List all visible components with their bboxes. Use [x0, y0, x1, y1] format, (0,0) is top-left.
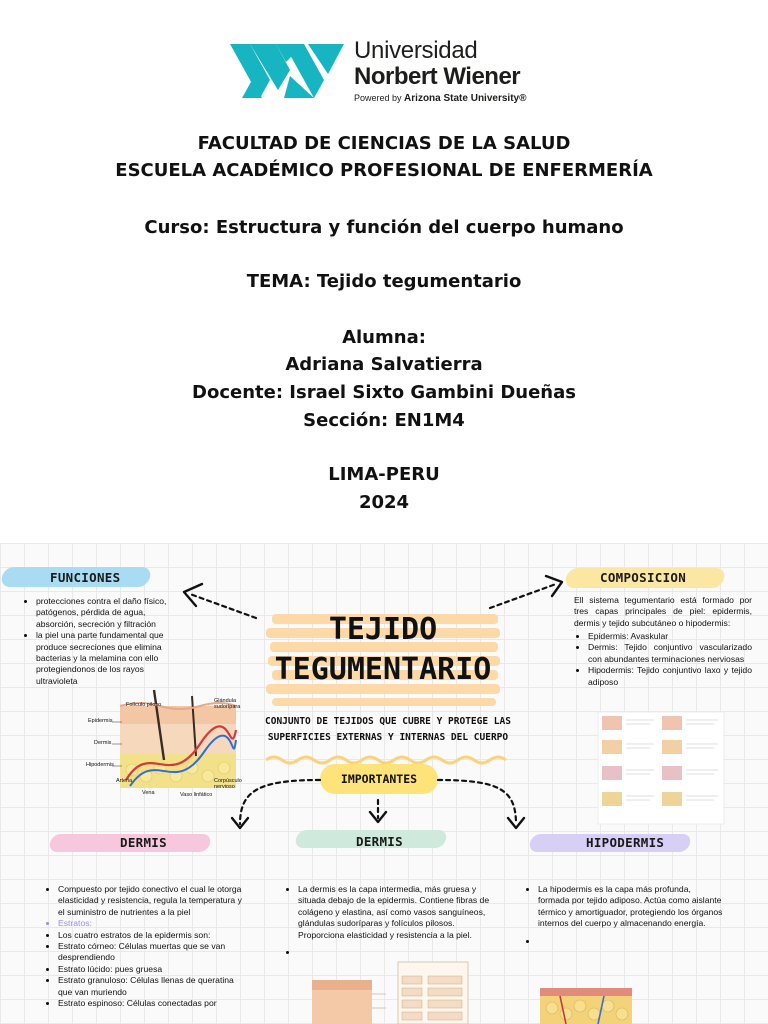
dermis-center-item-1: • La dermis es la capa intermedia, más gruesa y situada debajo de la epidermis. Contiene fibras de colágeno y elastina, así como vasos sanguíneos, glándulas sudoríparas y folículos pilosos. Proporciona elasticidad y resistencia a la piel. — [298, 884, 492, 941]
logo-line-universidad: Universidad — [354, 37, 478, 64]
composicion-item-3: • Hipodermis: Tejido conjuntivo laxo y tejido adiposo — [588, 665, 752, 688]
hipodermis-item-1: • La hipodermis es la capa más profunda, formada por tejido adiposo. Actúa como aislante térmico y amortiguador, protegiendo los órganos internos del cuerpo y almacenando energía. — [538, 884, 724, 930]
skin-label-hipodermis: Hipodermis — [86, 762, 114, 768]
dermis-left-item-5: • Estrato lúcido: pues gruesa — [58, 964, 250, 975]
school-line: ESCUELA ACADÉMICO PROFESIONAL DE ENFERMERÍA — [115, 160, 653, 181]
composicion-intro: Ell sistema tegumentario está formado por tres capas principales de piel: epidermis, dermis y tejido subcutáneo o hipodermis: — [574, 595, 752, 628]
course-line: Curso: Estructura y función del cuerpo humano — [144, 217, 624, 238]
dermis-left-header: DERMIS — [120, 835, 167, 850]
mindmap-subtitle-line1: CONJUNTO DE TEJIDOS QUE CUBRE Y PROTEGE LAS — [265, 716, 511, 727]
topic-line: TEMA: Tejido tegumentario — [246, 271, 522, 292]
dermis-left-item-6: • Estrato granuloso: Células llenas de queratina que van muriendo — [58, 975, 250, 998]
hipodermis-header: HIPODERMIS — [586, 835, 665, 850]
funciones-item-1: • protecciones contra el daño físico, patógenos, pérdida de agua, absorción, secreción y filtración — [36, 596, 178, 630]
teacher-line: Docente: Israel Sixto Gambini Dueñas — [192, 382, 576, 403]
composicion-item-1: • Epidermis: Avaskular — [588, 631, 752, 642]
funciones-item-2: • la piel una parte fundamental que produce secreciones que elimina bacterias y la melamina con ello protegiendonos de los rayos ultravioleta — [36, 630, 178, 687]
skin-label-glandula: Glándula sudorípara — [214, 698, 241, 710]
student-label: Alumna: — [342, 327, 426, 348]
skin-label-foliculo: Folículo piloso — [126, 702, 162, 708]
skin-label-vena: Vena — [142, 790, 155, 796]
mindmap-title-line2: TEGUMENTARIO — [274, 652, 492, 687]
skin-label-epidermis: Epidermis — [88, 718, 113, 724]
funciones-header: FUNCIONES — [50, 570, 121, 585]
dermis-left-item-7: • Estrato espinoso: Células conectadas por — [58, 998, 250, 1009]
dermis-left-item-4: • Estrato córneo: Células muertas que se van desprendiendo — [58, 941, 250, 964]
dermis-left-item-3: • Los cuatro estratos de la epidermis son: — [58, 930, 250, 941]
skin-label-corpusculo: Corpúsculo nervioso — [214, 778, 242, 790]
composicion-header: COMPOSICION — [600, 570, 687, 585]
composicion-item-2: • Dermis: Tejido conjuntivo vascularizado con abundantes terminaciones nerviosas — [588, 642, 752, 665]
mindmap-title-line1: TEJIDO — [328, 612, 438, 647]
skin-label-dermis: Dermis — [94, 740, 112, 746]
logo-line-name: Norbert Wiener — [354, 63, 521, 90]
student-name: Adriana Salvatierra — [285, 354, 483, 375]
mindmap-subtitle-line2: SUPERFICIES EXTERNAS Y INTERNAS DEL CUERPO — [267, 732, 509, 743]
powered-brand: Arizona State University® — [404, 93, 527, 104]
dermis-left-item-estratos: • Estratos: — [58, 918, 250, 929]
dermis-left-item-1: • Compuesto por tejido conectivo el cual le otorga elasticidad y resistencia, regula la temperatura y el suministro de nutrientes a la piel — [58, 884, 250, 918]
skin-label-vaso: Vaso linfático — [180, 792, 213, 798]
section-line: Sección: EN1M4 — [303, 410, 465, 431]
city-line: LIMA-PERU — [328, 464, 440, 485]
year-line: 2024 — [358, 492, 410, 513]
skin-label-arteria: Arteria — [116, 778, 133, 784]
faculty-line: FACULTAD DE CIENCIAS DE LA SALUD — [197, 133, 571, 154]
dermis-center-header: DERMIS — [356, 834, 403, 849]
powered-prefix: Powered by — [354, 93, 402, 103]
importantes-pill: IMPORTANTES — [320, 764, 438, 794]
